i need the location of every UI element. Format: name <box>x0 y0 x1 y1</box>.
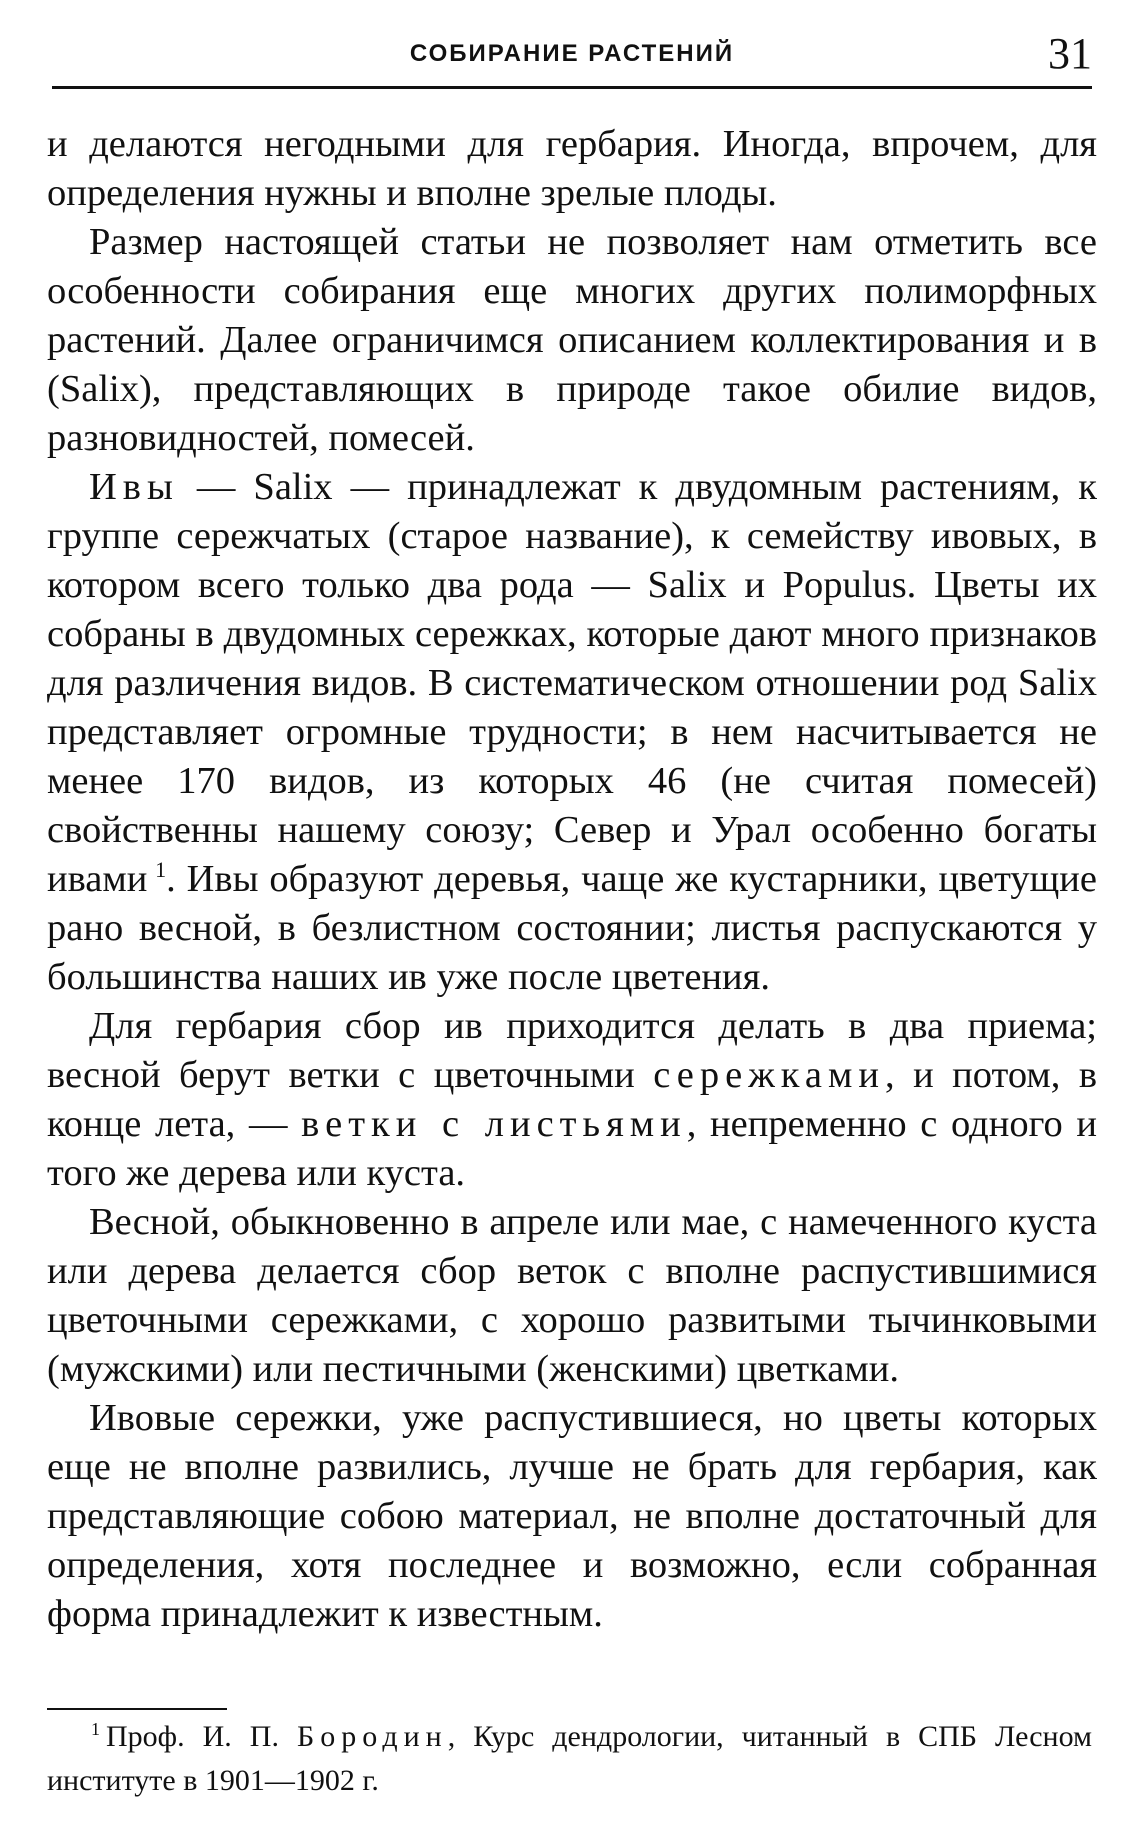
header-rule <box>52 86 1092 89</box>
paragraph-2: Размер настоящей статьи не позволяет нам отметить все особенности собирания еще многих других полиморфных растений. Далее ограничимся описанием коллектирования и в (Salix), представляющих в природе такое обилие видов, разновидностей, помесей. <box>47 221 1097 459</box>
spaced-term-ivy: Ивы <box>89 466 179 508</box>
footnote-text-end: , Курс дендрологии, читанный в СПБ Лесном институте в 1901—1902 г. <box>47 1720 1093 1797</box>
paragraph-3-text: — Salix — принадлежат к двудомным растениям, к группе сережчатых (старое название), к семейству ивовых, в котором всего только два рода — Salix и Populus. Цветы их собраны в двудомных сережках, которые дают много признаков для различения видов. В систематическом отношении род Salix представляет огромные трудности; в нем насчитывается не менее 170 видов, из которых 46 (не считая помесей) свойственны нашему союзу; Север и Урал особенно богаты ивами <box>47 466 1097 900</box>
paragraph-3 <box>47 463 1097 1002</box>
footnote-reference[interactable]: 1 <box>155 857 167 882</box>
paragraph-4-text: Для гербария сбор ив приходится делать в два приема; весной берут ветки с цветочными <box>47 1005 1097 1096</box>
paragraph-5: Весной, обыкновенно в апреле или мае, с намеченного куста или дерева делается сбор веток с вполне распустившимися цветочными сережками, с хорошо развитыми тычинковыми (мужскими) или пестичными (женскими) цветками. <box>47 1201 1097 1390</box>
spaced-term-catkins: сережками <box>653 1054 885 1096</box>
footnote-text <box>47 1715 1092 1803</box>
paragraph-3-text-end: . Ивы образуют деревья, чаще же кустарники, цветущие рано весной, в безлистном состоянии; листья распускаются у большинства наших ив уже после цветения. <box>47 858 1097 998</box>
paragraph-1: и делаются негодными для гербария. Иногда, впрочем, для определения нужны и вполне зрелые плоды. <box>47 123 1097 214</box>
footnote <box>47 1715 1092 1803</box>
footnote-author: Бородин <box>296 1720 448 1753</box>
page-number: 31 <box>1048 29 1092 78</box>
paragraph-4 <box>47 1002 1097 1198</box>
spaced-term-leafy-branches: ветки с листьями <box>301 1103 687 1145</box>
body-text <box>47 120 1097 1639</box>
paragraph-4-text-end: , непременно с одного и того же дерева или куста. <box>47 1103 1097 1194</box>
paragraph-4-text-mid: , и потом, в конце лета, — <box>47 1054 1098 1145</box>
footnote-number: 1 <box>91 1719 100 1739</box>
paragraph-6: Ивовые сережки, уже распустившиеся, но цветы которых еще не вполне развились, лучше не брать для гербария, как представляющие собою материал, не вполне достаточный для определения, хотя последнее и возможно, если собранная форма принадлежит к известным. <box>47 1397 1097 1635</box>
running-title: СОБИРАНИЕ РАСТЕНИЙ <box>409 40 735 67</box>
footnote-text-start: Проф. И. П. <box>106 1720 297 1753</box>
footnote-rule <box>47 1708 227 1710</box>
